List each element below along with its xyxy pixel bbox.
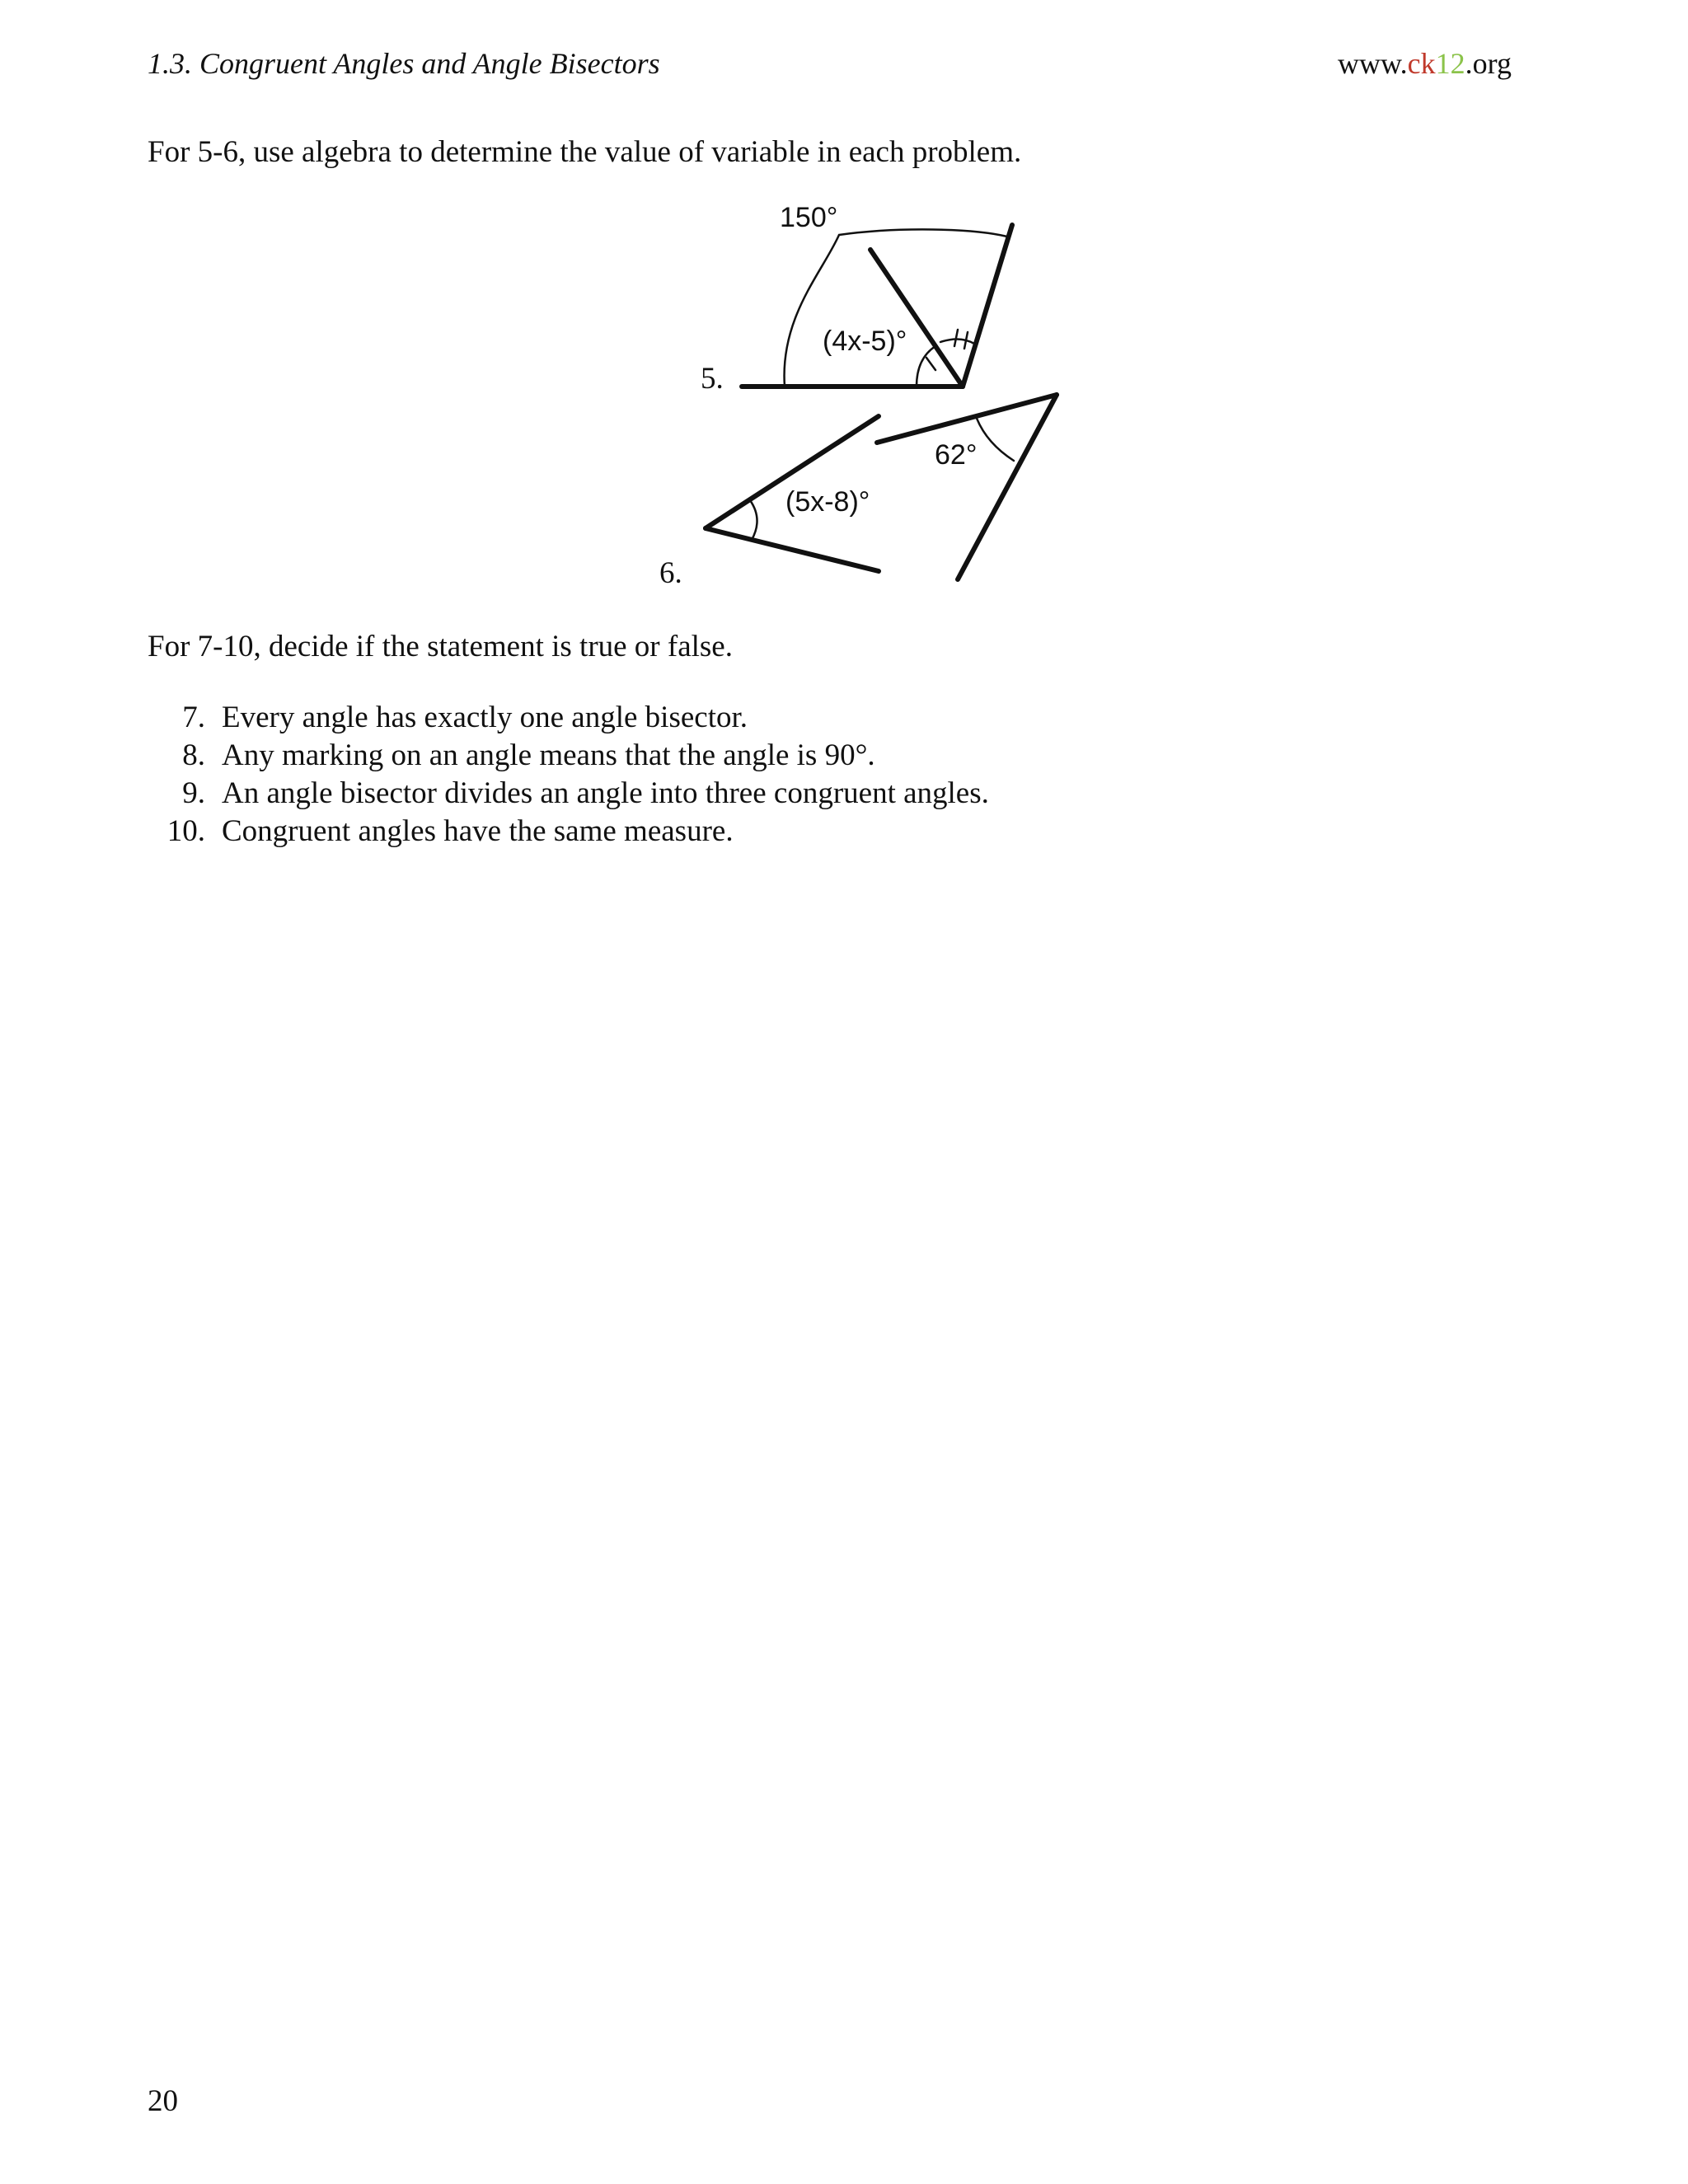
instructions-5-6: For 5-6, use algebra to determine the value of variable in each problem. [148, 135, 1022, 169]
p5-tick-1 [926, 358, 935, 370]
p6-right-angle-label: 62° [935, 439, 978, 471]
p5-outer-arc [785, 229, 1007, 387]
p5-inner-angle-label: (4x-5)° [823, 326, 907, 357]
problem-6-number: 6. [659, 556, 682, 590]
p5-inner-arc-right [940, 339, 974, 344]
site-url[interactable] [1338, 46, 1512, 81]
site-suffix: .org [1465, 47, 1512, 80]
p6-right-arc [976, 416, 1014, 461]
problem-5-diagram [742, 225, 1012, 387]
site-prefix: www. [1338, 47, 1408, 80]
p5-upper-ray [963, 225, 1012, 387]
p6-left-angle-label: (5x-8)° [785, 486, 870, 518]
item-number: 9. [182, 776, 205, 810]
problem-6-right-angle [877, 395, 1057, 579]
item-text: Congruent angles have the same measure. [222, 814, 734, 848]
p6-right-lower-ray [958, 395, 1057, 579]
item-text: Every angle has exactly one angle bisector. [222, 701, 748, 734]
p6-left-lower-ray [706, 528, 879, 571]
p5-outer-angle-label: 150° [780, 202, 838, 233]
p6-left-arc [750, 500, 757, 540]
item-number: 10. [166, 814, 205, 848]
item-text: Any marking on an angle means that the angle is 90°. [222, 738, 875, 772]
true-false-list [148, 699, 989, 851]
angle-figure [626, 194, 1088, 606]
page-number: 20 [148, 2084, 178, 2118]
list-item [148, 813, 989, 851]
list-item [148, 699, 989, 737]
p5-bisector-ray [870, 250, 963, 387]
problem-5-number: 5. [701, 362, 724, 396]
list-item [148, 737, 989, 775]
list-item [148, 775, 989, 813]
item-number: 7. [182, 701, 205, 734]
instructions-7-10: For 7-10, decide if the statement is true or false. [148, 630, 733, 663]
running-header-title: 1.3. Congruent Angles and Angle Bisectors [148, 47, 660, 80]
site-ck: ck [1407, 47, 1436, 80]
p5-tick-2 [954, 330, 958, 346]
item-number: 8. [182, 738, 205, 772]
site-12: 12 [1435, 47, 1465, 80]
item-text: An angle bisector divides an angle into three congruent angles. [222, 776, 989, 810]
p6-right-upper-ray [877, 395, 1057, 443]
